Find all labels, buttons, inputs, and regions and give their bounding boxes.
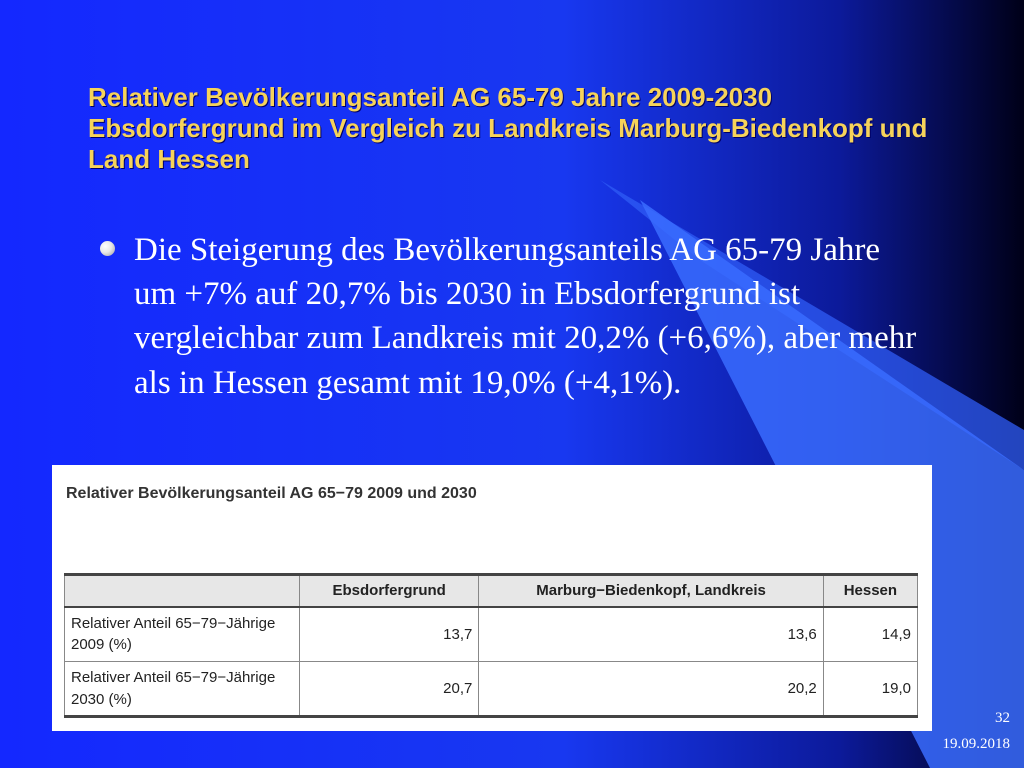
bullet-dot-icon	[100, 241, 115, 256]
table-row	[65, 662, 918, 717]
table-row	[65, 607, 918, 662]
row-label: Relativer Anteil 65−79−Jährige 2009 (%)	[65, 607, 300, 662]
cell-ebsdorfergrund: 20,7	[300, 662, 479, 717]
row-label: Relativer Anteil 65−79−Jährige 2030 (%)	[65, 662, 300, 717]
header-marburg-biedenkopf: Marburg−Biedenkopf, Landkreis	[479, 575, 823, 607]
data-table	[64, 573, 918, 718]
cell-marburg-biedenkopf: 20,2	[479, 662, 823, 717]
table-panel	[52, 465, 932, 731]
slide-title: Relativer Bevölkerungsanteil AG 65-79 Jahre 2009-2030 Ebsdorfergrund im Vergleich zu Landkreis Marburg-Biedenkopf und Land Hessen	[88, 82, 928, 175]
cell-marburg-biedenkopf: 13,6	[479, 607, 823, 662]
cell-ebsdorfergrund: 13,7	[300, 607, 479, 662]
header-empty	[65, 575, 300, 607]
header-ebsdorfergrund: Ebsdorfergrund	[300, 575, 479, 607]
cell-hessen: 19,0	[823, 662, 917, 717]
slide-number: 32	[995, 710, 1010, 726]
bullet-item	[100, 228, 920, 405]
table-header-row	[65, 575, 918, 607]
header-hessen: Hessen	[823, 575, 917, 607]
slide-date: 19.09.2018	[942, 736, 1010, 752]
bullet-text: Die Steigerung des Bevölkerungsanteils AG 65-79 Jahre um +7% auf 20,7% bis 2030 in Ebsdorfergrund ist vergleichbar zum Landkreis mit 20,2% (+6,6%), aber mehr als in Hessen gesamt mit 19,0% (+4,1%).	[134, 232, 917, 401]
table-caption: Relativer Bevölkerungsanteil AG 65−79 2009 und 2030	[66, 485, 477, 502]
cell-hessen: 14,9	[823, 607, 917, 662]
